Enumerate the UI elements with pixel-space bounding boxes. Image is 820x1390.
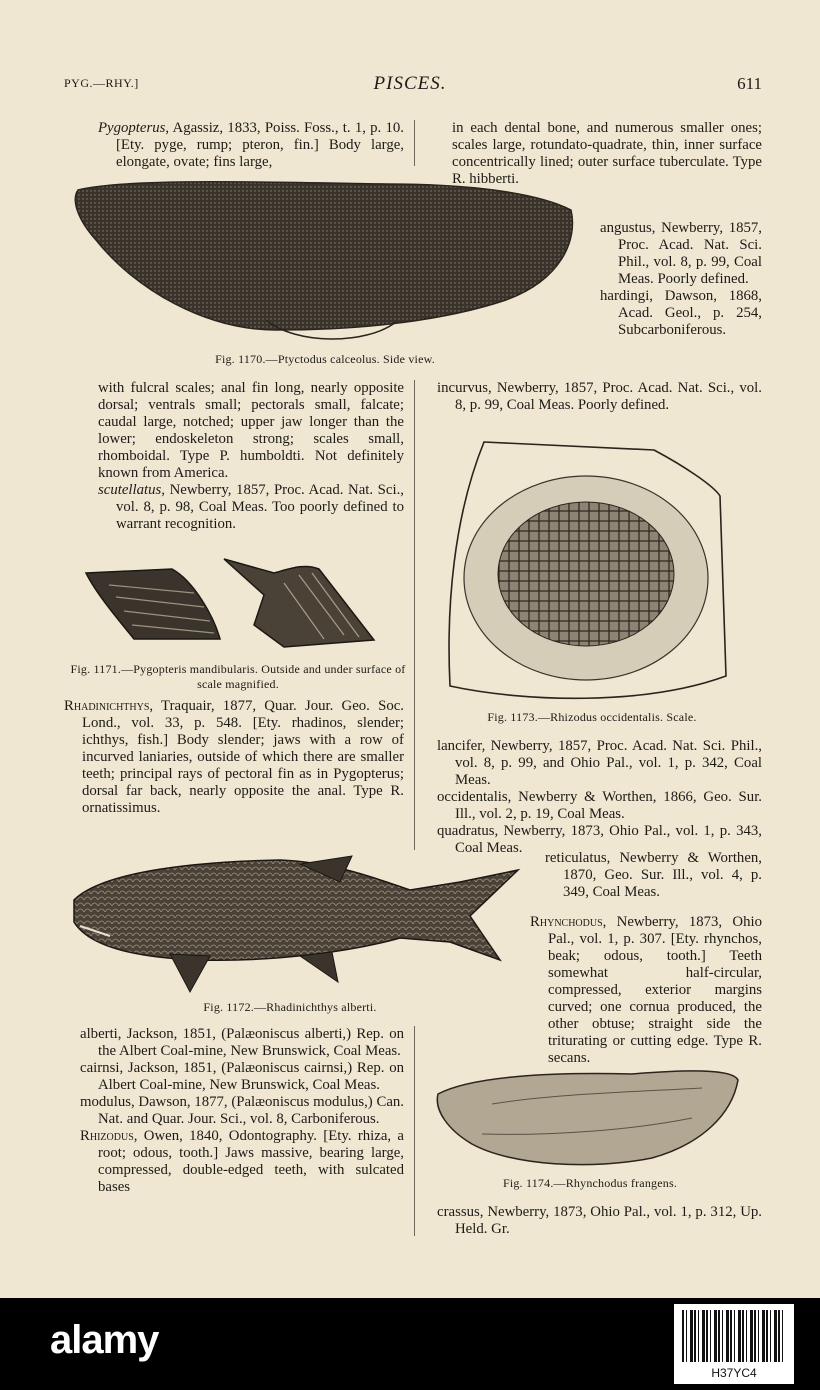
figure-1171-scales (84, 555, 384, 655)
entry-rhadinichthys: Rhadinichthys, Traquair, 1877, Quar. Jour. Geo. Soc. Lond., vol. 33, p. 548. [Ety. rhadinos, slender; ichthys, fish.] Body slender; jaws with a row of incurved laniaries, outside of which there are smaller teeth; principal rays of pectoral fin as in Pygopterus; dorsal far back, nearly opposite the anal. Type R. ornatissimus. (64, 698, 404, 816)
entries-lancifer-quadratus: lancifer, Newberry, 1857, Proc. Acad. Nat. Sci. Phil., vol. 8, p. 99, and Ohio Pal., vol. 1, p. 342, Coal Meas. occidentalis, Newberry & Worthen, 1866, Geo. Sur. Ill., vol. 2, p. 19, Coal Meas. quadratus, Newberry, 1873, Ohio Pal., vol. 1, p. 343, Coal Meas. (437, 738, 762, 856)
caption-fig1174: Fig. 1174.—Rhynchodus frangens. (502, 1176, 678, 1190)
entry-crassus: crassus, Newberry, 1873, Ohio Pal., vol. 1, p. 312, Up. Held. Gr. (437, 1204, 762, 1237)
page-number: 611 (737, 74, 762, 93)
column-rule (414, 1026, 415, 1236)
barcode-icon (682, 1310, 786, 1362)
caption-fig1170: Fig. 1170.—Ptyctodus calceolus. Side view. (215, 352, 435, 366)
figure-1170-ptyctodus (66, 170, 581, 350)
genus-name: Pygopterus (98, 120, 166, 136)
caption-fig1173: Fig. 1173.—Rhizodus occidentalis. Scale. (487, 710, 697, 724)
column-rule (414, 380, 415, 850)
image-id: H37YC4 (711, 1366, 757, 1380)
column-rule (414, 120, 415, 166)
figure-1173-rhizodus-scale (444, 436, 730, 708)
entries-alberti-rhizodus: alberti, Jackson, 1851, (Palæoniscus alberti,) Rep. on the Albert Coal-mine, New Brunswick, Coal Meas. cairnsi, Jackson, 1851, (Palæoniscus cairnsi,) Rep. on Albert Coal-mine, New Brunswick, Coal Meas. modulus, Dawson, 1877, (Palæoniscus modulus,) Can. Nat. and Quar. Jour. Sci., vol. 8, Carboniferous. Rhizodus, Owen, 1840, Odontography. [Ety. rhiza, a root; odous, tooth.] Jaws massive, bearing large, compressed, double-edged teeth, with sulcated bases (80, 1026, 404, 1195)
entry-angustus: angustus, Newberry, 1857, Proc. Acad. Nat. Sci. Phil., vol. 8, p. 99, Coal Meas. Poorly defined. hardingi, Dawson, 1868, Acad. Geol., p. 254, Subcarboniferous. (600, 220, 762, 338)
entry-text: in each dental bone, and numerous smaller ones; scales large, rotundato-quadrate, thin, inner surface concentrically lined; outer surface tuberculate. Type R. hibberti. (452, 120, 762, 187)
figure-1174-rhynchodus (432, 1064, 744, 1172)
genus-name: Rhizodus (80, 1128, 134, 1144)
running-head-left: PYG.—RHY.] (64, 76, 139, 90)
species-name: scutellatus (98, 482, 162, 498)
entry-pygopterus-cont: with fulcral scales; anal fin long, nearly opposite dorsal; ventrals small; pectorals small, falcate; caudal large, notched; upper jaw longer than the lower; endoskeleton strong; scales small, rhomboidal. Type P. humboldti. Not definitely known from America. scutellatus, Newberry, 1857, Proc. Acad. Nat. Sci., vol. 8, p. 98, Coal Meas. Too poorly defined to warrant recognition. (98, 380, 404, 532)
entry-reticulatus: reticulatus, Newberry & Worthen, 1870, Geo. Sur. Ill., vol. 4, p. 349, Coal Meas. (545, 850, 762, 900)
entry-text: , Agassiz, 1833, Poiss. Foss., t. 1, p. 10. [Ety. pyge, rump; pteron, fin.] Body large, elongate, ovate; fins large, (116, 120, 404, 170)
caption-fig1172: Fig. 1172.—Rhadinichthys alberti. (203, 1000, 377, 1014)
entry-pygopterus (98, 120, 404, 171)
running-head-title: PISCES. (373, 73, 447, 94)
entry-rhynchodus: Rhynchodus, Newberry, 1873, Ohio Pal., vol. 1, p. 307. [Ety. rhynchos, beak; odous, tooth.] Teeth somewhat half-circular, compressed, exterior margins curved; one cornua produced, the other obtuse; straight side the triturating or cutting edge. Type R. secans. (530, 914, 762, 1066)
figure-1172-rhadinichthys (70, 852, 522, 994)
caption-fig1171: Fig. 1171.—Pygopteris mandibularis. Outside and under surface of scale magnified. (70, 662, 406, 691)
genus-name: Rhynchodus (530, 914, 603, 930)
alamy-logo: alamy (50, 1318, 159, 1362)
image-id-badge (674, 1304, 794, 1384)
entry-incurvus: incurvus, Newberry, 1857, Proc. Acad. Nat. Sci., vol. 8, p. 99, Coal Meas. Poorly defined. (437, 380, 762, 413)
genus-name: Rhadinichthys (64, 698, 150, 714)
